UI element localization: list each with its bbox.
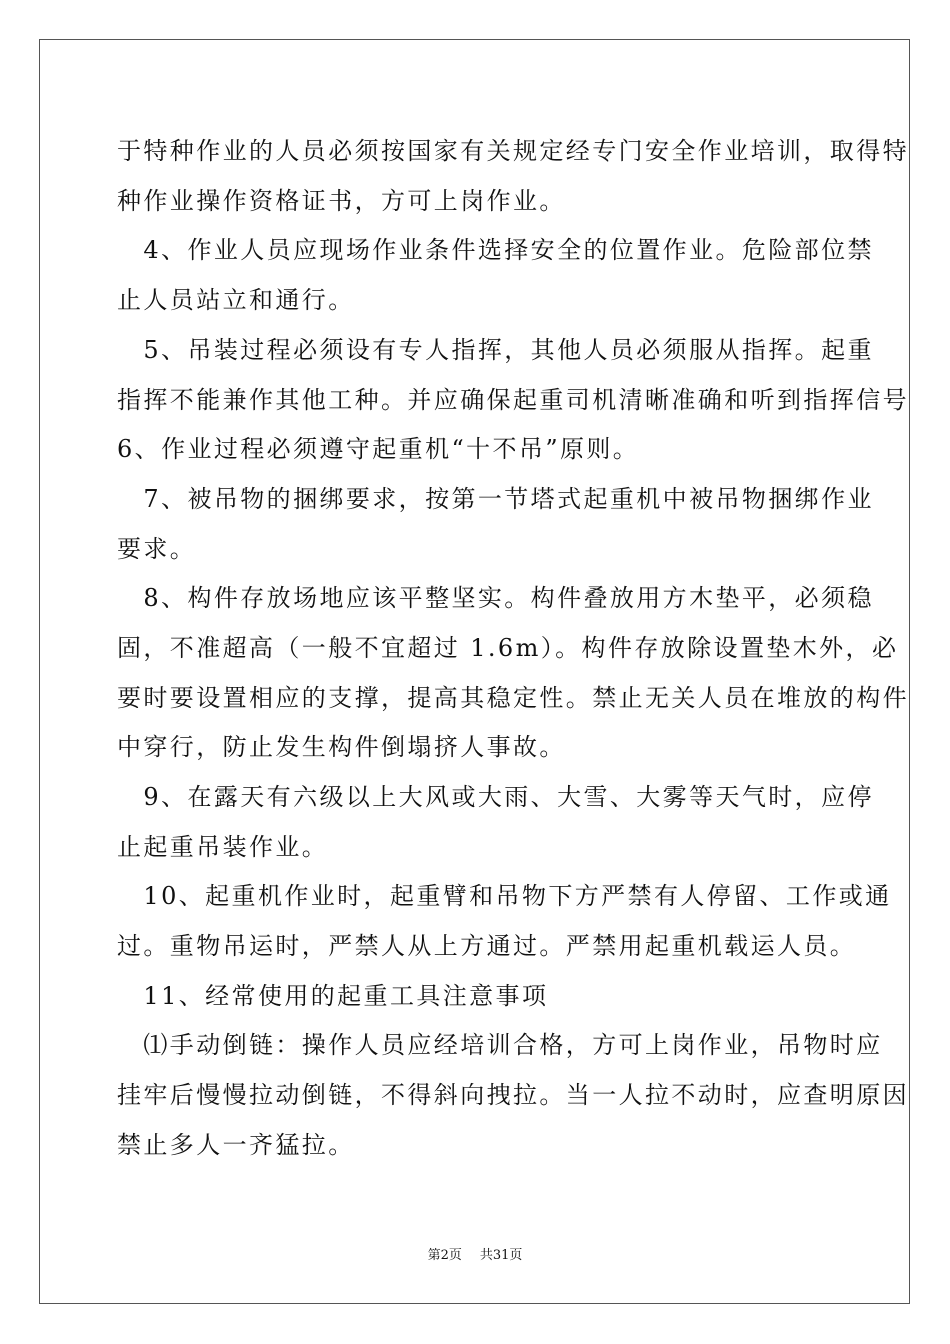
text-line: 于特种作业的人员必须按国家有关规定经专门安全作业培训，取得特 (117, 137, 909, 165)
page-border (39, 39, 910, 1304)
page-total: 共31页 (479, 1248, 523, 1263)
text-line: 中穿行，防止发生构件倒塌挤人事故。 (117, 733, 566, 761)
text-line: 要求。 (117, 535, 197, 563)
text-line: 种作业操作资格证书，方可上岗作业。 (117, 187, 566, 215)
text-line: ⑴手动倒链：操作人员应经培训合格，方可上岗作业，吊物时应 (117, 1031, 883, 1059)
text-line: 要时要设置相应的支撑，提高其稳定性。禁止无关人员在堆放的构件 (117, 684, 909, 712)
text-line: 7、被吊物的捆绑要求，按第一节塔式起重机中被吊物捆绑作业 (117, 485, 874, 513)
text-line: 8、构件存放场地应该平整坚实。构件叠放用方木垫平，必须稳 (117, 584, 874, 612)
text-line: 9、在露天有六级以上大风或大雨、大雪、大雾等天气时，应停 (117, 783, 874, 811)
text-line: 过。重物吊运时，严禁人从上方通过。严禁用起重机载运人员。 (117, 932, 857, 960)
text-line: 固，不准超高（一般不宜超过 1.6m）。构件存放除设置垫木外，必 (117, 634, 899, 662)
text-line: 10、起重机作业时，起重臂和吊物下方严禁有人停留、工作或通 (117, 882, 892, 910)
text-line: 挂牢后慢慢拉动倒链，不得斜向拽拉。当一人拉不动时，应查明原因 (117, 1081, 909, 1109)
text-line: 止人员站立和通行。 (117, 286, 355, 314)
text-line: 6、作业过程必须遵守起重机“十不吊”原则。 (117, 435, 640, 463)
page-number: 第2页 (427, 1248, 462, 1263)
text-line: 指挥不能兼作其他工种。并应确保起重司机清晰准确和听到指挥信号 (117, 386, 909, 414)
text-line: 5、吊装过程必须设有专人指挥，其他人员必须服从指挥。起重 (117, 336, 874, 364)
text-line: 止起重吊装作业。 (117, 833, 329, 861)
text-line: 11、经常使用的起重工具注意事项 (117, 982, 549, 1010)
text-line: 4、作业人员应现场作业条件选择安全的位置作业。危险部位禁 (117, 236, 874, 264)
page-footer (0, 1248, 950, 1264)
text-line: 禁止多人一齐猛拉。 (117, 1131, 355, 1159)
